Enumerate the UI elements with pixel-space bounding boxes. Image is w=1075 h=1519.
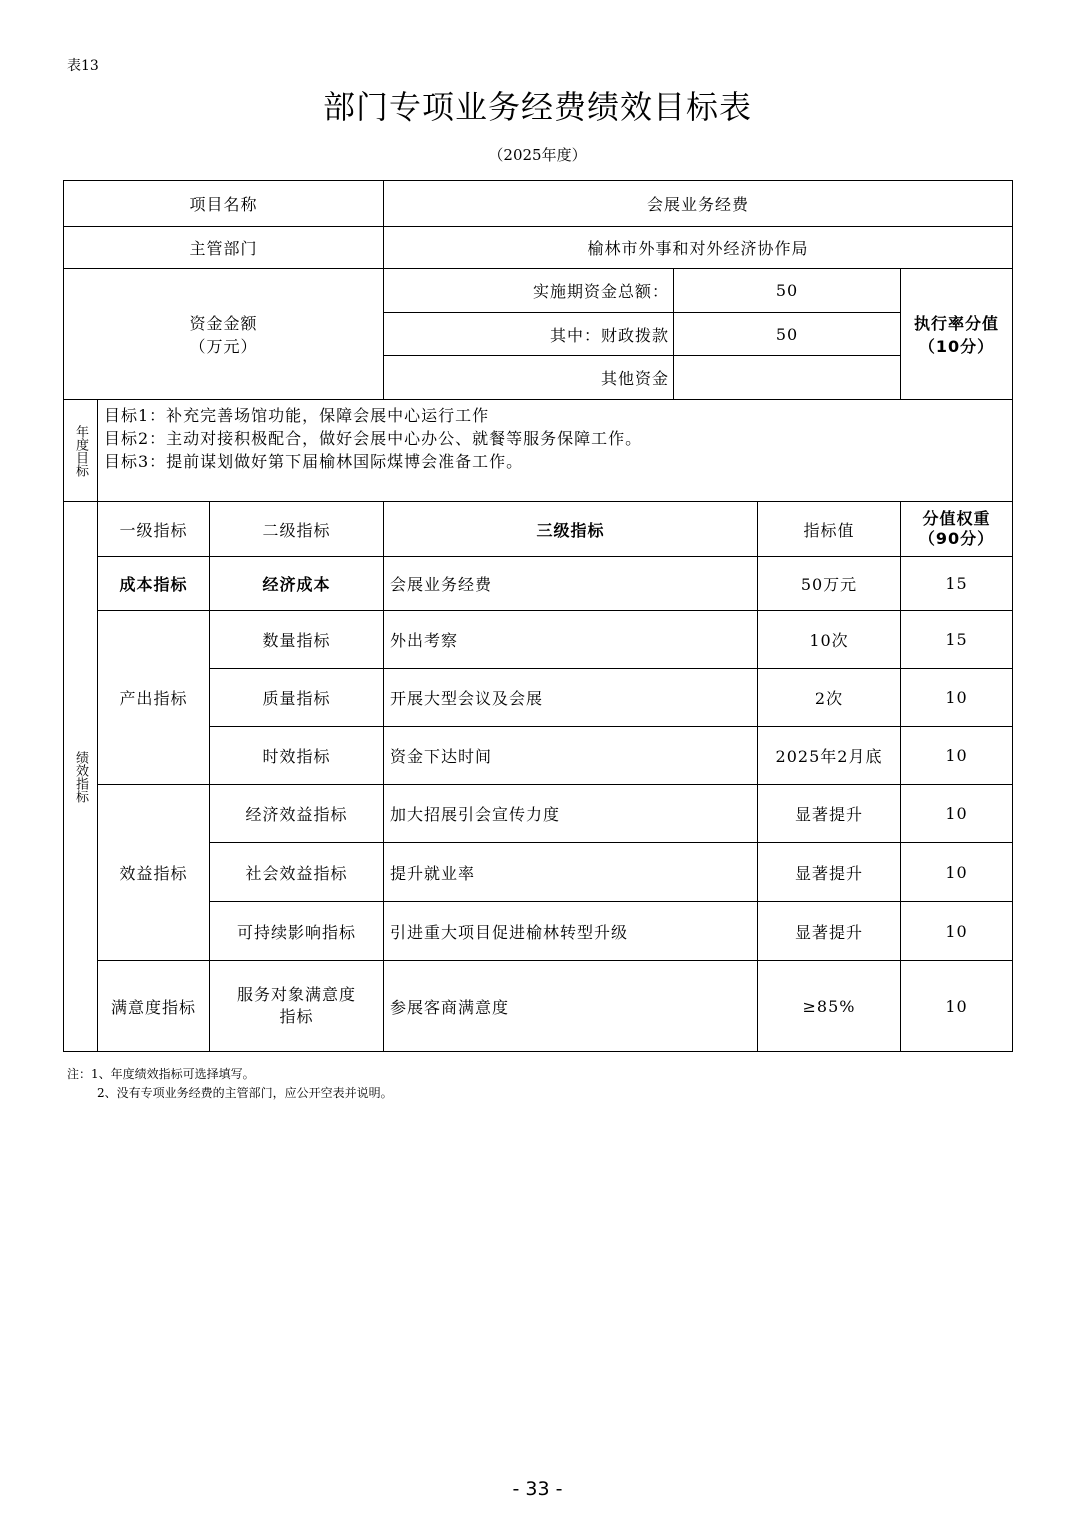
satisfaction-level2-line1: 服务对象满意度 [236, 985, 356, 1004]
benefit-level2-2: 社会效益指标 [210, 843, 384, 902]
output-value-2: 2次 [758, 669, 901, 727]
funds-label [64, 269, 384, 400]
benefit-weight-2: 10 [901, 843, 1013, 902]
satisfaction-weight: 10 [901, 961, 1013, 1052]
performance-table [63, 180, 1013, 1052]
department-label: 主管部门 [64, 227, 384, 269]
execution-rate-points: （10分） [918, 337, 995, 356]
header-level3: 三级指标 [384, 502, 758, 557]
footnote-1: 注：1、年度绩效指标可选择填写。 [67, 1067, 255, 1081]
output-level2-2: 质量指标 [210, 669, 384, 727]
indicator-header-row [64, 502, 1013, 557]
table-row [64, 961, 1013, 1052]
header-weight [901, 502, 1013, 557]
benefit-level1: 效益指标 [98, 785, 210, 961]
benefit-level3-3: 引进重大项目促进榆林转型升级 [384, 902, 758, 961]
funds-total-label: 实施期资金总额： [384, 269, 674, 313]
footnote-2: 2、没有专项业务经费的主管部门，应公开空表并说明。 [97, 1086, 393, 1100]
funds-fiscal-label: 其中：财政拨款 [384, 313, 674, 356]
benefit-value-2: 显著提升 [758, 843, 901, 902]
output-level2-3: 时效指标 [210, 727, 384, 785]
department-row [64, 227, 1013, 269]
output-weight-1: 15 [901, 611, 1013, 669]
footnotes [67, 1065, 393, 1103]
funds-label-line1: 资金金额 [189, 314, 258, 333]
satisfaction-level1: 满意度指标 [98, 961, 210, 1052]
header-weight-line1: 分值权重 [922, 509, 991, 528]
benefit-level3-1: 加大招展引会宣传力度 [384, 785, 758, 843]
output-level2-1: 数量指标 [210, 611, 384, 669]
output-level1: 产出指标 [98, 611, 210, 785]
cost-value: 50万元 [758, 557, 901, 611]
funds-total-row [64, 269, 1013, 313]
execution-rate-label: 执行率分值 [913, 314, 999, 333]
execution-rate-cell [901, 269, 1013, 400]
goal-line-2: 目标2：主动对接积极配合，做好会展中心办公、就餐等服务保障工作。 [104, 429, 643, 448]
output-level3-3: 资金下达时间 [384, 727, 758, 785]
benefit-weight-3: 10 [901, 902, 1013, 961]
cost-level3: 会展业务经费 [384, 557, 758, 611]
output-level3-2: 开展大型会议及会展 [384, 669, 758, 727]
satisfaction-value: ≥85% [758, 961, 901, 1052]
output-level3-1: 外出考察 [384, 611, 758, 669]
goals-side-label: 年度目标 [64, 400, 98, 502]
benefit-value-3: 显著提升 [758, 902, 901, 961]
output-value-3: 2025年2月底 [758, 727, 901, 785]
benefit-level3-2: 提升就业率 [384, 843, 758, 902]
page-subtitle: （2025年度） [488, 146, 587, 164]
project-name-label: 项目名称 [64, 181, 384, 227]
output-weight-2: 10 [901, 669, 1013, 727]
header-level2: 二级指标 [210, 502, 384, 557]
goal-line-1: 目标1：补充完善场馆功能，保障会展中心运行工作 [104, 406, 490, 425]
funds-other-value [674, 356, 901, 400]
table-row [64, 611, 1013, 669]
goals-row [64, 400, 1013, 502]
table-row [64, 557, 1013, 611]
output-value-1: 10次 [758, 611, 901, 669]
benefit-level2-3: 可持续影响指标 [210, 902, 384, 961]
header-weight-line2: （90分） [918, 529, 995, 548]
indicators-side-label: 绩效指标 [64, 502, 98, 1052]
funds-total-value: 50 [674, 269, 901, 313]
cost-level1: 成本指标 [98, 557, 210, 611]
table-row [64, 785, 1013, 843]
goals-content [98, 400, 1013, 502]
header-value: 指标值 [758, 502, 901, 557]
funds-fiscal-value: 50 [674, 313, 901, 356]
page-title: 部门专项业务经费绩效目标表 [322, 88, 752, 126]
funds-other-label: 其他资金 [384, 356, 674, 400]
cost-level2: 经济成本 [210, 557, 384, 611]
benefit-weight-1: 10 [901, 785, 1013, 843]
satisfaction-level2-line2: 指标 [279, 1007, 314, 1026]
benefit-level2-1: 经济效益指标 [210, 785, 384, 843]
header-level1: 一级指标 [98, 502, 210, 557]
department-value: 榆林市外事和对外经济协作局 [384, 227, 1013, 269]
project-name-value: 会展业务经费 [384, 181, 1013, 227]
cost-weight: 15 [901, 557, 1013, 611]
page-number: - 33 - [512, 1478, 563, 1500]
table-tag: 表13 [67, 58, 99, 74]
project-name-row [64, 181, 1013, 227]
satisfaction-level3: 参展客商满意度 [384, 961, 758, 1052]
funds-label-line2: （万元） [189, 337, 258, 356]
output-weight-3: 10 [901, 727, 1013, 785]
goal-line-3: 目标3：提前谋划做好第下届榆林国际煤博会准备工作。 [104, 452, 524, 471]
satisfaction-level2 [210, 961, 384, 1052]
benefit-value-1: 显著提升 [758, 785, 901, 843]
